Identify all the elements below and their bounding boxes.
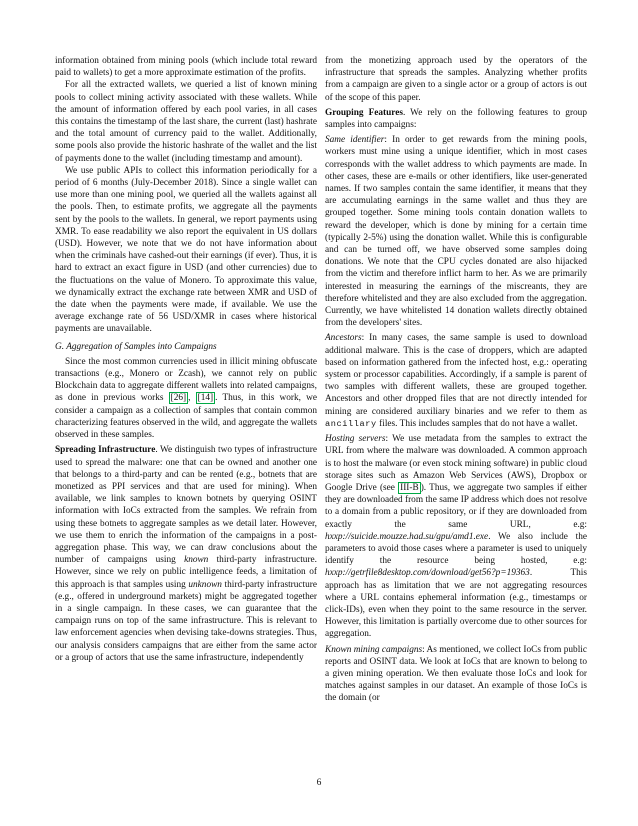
paragraph: We use public APIs to collect this information periodically for a period of 6 months (July-December 2018). Since a single wallet can use more than one mining pool, we queried all the wallets against all the pools. Then, to estimate profits, we aggregate all the payments sent by the pools to the wallets. In general, we report payments using XMR. To ease readability we also report the equivalent in US dollars (USD). However, we note that we do not have information about when the criminals have cashed-out their earnings (if ever). Thus, it is hard to extract an exact figure in USD (and other currencies) due to the fluctuations on the value of Monero. To approximate this value, we dynamically extract the exchange rate between XMR and USD of the date when the payments were made, if available. We use the average exchange rate of 56 USD/XMR in cases where historical payments are unavailable. (55, 165, 317, 335)
emphasis: known (184, 555, 209, 566)
text: : As mentioned, we collect IoCs from public reports and OSINT data. We look at IoCs that are known to belong to a given mining operation. We then evaluate those IoCs and look for matches against samples in our dataset. An example of those IoCs is the domain (or (325, 644, 587, 704)
paragraph (325, 134, 587, 329)
text: . We rely on the following features to group samples into campaigns: (325, 107, 587, 131)
url-text: hxxp://suicide.mouzze.had.su/gpu/amd1.exe (325, 531, 489, 542)
paragraph (325, 433, 587, 640)
text: . We distinguish two types of infrastructure used to spread the malware: one that can be owned and another one that belongs to a third-party and can be rented (e.g., botnets that are monetized as PPI services and that are used for mining). When available, we link samples to known botnets by querying OSINT information with IoCs extracted from the samples. We refrain from using these botnets to aggregate samples as we detail later. However, we use them to enrich the information of the campaigns in a post-aggregation phase. This way, we can draw conclusions about the number of campaigns using (55, 445, 317, 566)
code-term: ancillary (325, 418, 377, 429)
text: : In order to get rewards from the mining pools, workers must mine using a unique identifier, which in most cases corresponds with the wallet address to which payments are made. In other cases, these are e-mails or other identifiers, like user-generated names. If two samples contain the same identifier, it means that they are accumulating earnings in the same wallet and thus they are grouped together. Some mining tools contain donation wallets to reward the developer, which is done by mining for a certain time (typically 2-5%) using the donation wallet. While this is configurable and can be turned off, we have observed some samples doing donations. We note that the CPU cycles donated are also hijacked from the victim and therefore inflict harm to her. As we are primarily interested in measuring the earnings of the miscreants, they are therefore whitelisted and they are also excluded from the aggregation. Currently, we have whitelisted 14 donation wallets directly obtained from the developers' sites. (325, 135, 588, 329)
paragraph (55, 444, 317, 664)
text: files. This includes samples that do not have a wallet. (376, 418, 578, 429)
feature-title: Ancestors (325, 333, 362, 344)
page-number: 6 (316, 778, 322, 788)
paragraph-title: Spreading Infrastructure (55, 445, 156, 456)
paragraph (325, 644, 587, 705)
feature-title: Known mining campaigns (325, 644, 423, 655)
feature-title: Same identifier (325, 135, 385, 146)
text: : We use metadata from the samples to extract the URL from where the malware was downloaded. A common approach is to host the malware (or even stock mining software) in public cloud storage sites such as Amazon Web Services (AWS), Dropbox or Google Drive (see (325, 434, 587, 493)
text: third-party infrastructure (e.g., offered in underground markets) might be aggregated together in a single campaign. In these cases, we can guarantee that the campaign runs on top of the same infrastructure. This is relevant to law enforcement agencies when devising take-downs strategies. Thus, our analysis considers campaigns that are either from the same actor or a group of actors that use the same infrastructure, independently (55, 579, 317, 663)
text: : In many cases, the same sample is used to download additional malware. This is the case of droppers, which are adapted based on information gathered from the infected host, e.g.: operating system or processor capabilities. Accordingly, if a sample is parent of two samples with different wallets, these are grouped together. Ancestors and other dropped files that are not directly intended for mining are considered auxiliary binaries and we refer to them as (325, 333, 587, 417)
paragraph (325, 332, 587, 430)
paragraph-title: Grouping Features (325, 107, 404, 118)
paragraph (55, 356, 317, 441)
text: , (188, 393, 196, 404)
text: . This approach has as limitation that we are not aggregating resources where a URL contains ephemeral information (e.g., timestamps or click-IDs), even when they point to the same resource in the server. However, this limitation is partially overcome due to other sources for aggregation. (325, 568, 587, 640)
text: . We also include the parameters to avoid those cases where a parameter is used to uniquely identify the resource being hosted, e.g: (325, 531, 587, 567)
section-heading: G. Aggregation of Samples into Campaigns (55, 341, 217, 352)
citation-link[interactable]: [14] (197, 393, 214, 404)
right-column (325, 55, 587, 705)
citation-link[interactable]: [26] (170, 393, 187, 404)
emphasis: unknown (188, 579, 222, 590)
feature-title: Hosting servers (325, 434, 386, 445)
paragraph: information obtained from mining pools (which include total reward paid to wallets) to get a more approximate estimation of the profits. (55, 56, 317, 79)
left-column (55, 55, 317, 664)
url-text: hxxp://getrfile8desktop.com/download/get56?p=19363 (325, 568, 530, 579)
text: . Thus, in this work, we consider a campaign as a collection of samples that contain common characterizing features observed in the wild, and aggregate the wallets observed in these samples. (55, 393, 317, 441)
paragraph: from the monetizing approach used by the operators of the infrastructure that spreads the samples. Analyzing whether profits from a campaign are given to a single actor or a group of actors is out of the scope of this paper. (325, 56, 587, 103)
paragraph: For all the extracted wallets, we queried a list of known mining pools to collect mining activity associated with these wallets. While the amount of information offered by each pool varies, in all cases this contains the timestamp of the last share, the current (last) hashrate and the total amount of currency paid to the wallet. Additionally, some pools also provide the historic hashrate of the wallet and the list of payments done to the wallet (including timestamp and amount). (55, 80, 317, 164)
section-ref-link[interactable]: III-B (400, 482, 419, 493)
text: ). Thus, we aggregate two samples if either they are downloaded from the same IP address which does not resolve to a domain from a public repository, or if they are downloaded from exactly the same URL, e.g: (325, 482, 587, 530)
text: Since the most common currencies used in illicit mining obfuscate transactions (e.g., Monero or Zcash), we cannot rely on public Blockchain data to aggregate different wallets into related campaigns, as done in previous works (55, 356, 317, 404)
text: third-party infrastructure. However, since we rely on public intelligence feeds, a limitation of this approach is that samples using (55, 555, 318, 590)
paragraph (325, 107, 587, 131)
